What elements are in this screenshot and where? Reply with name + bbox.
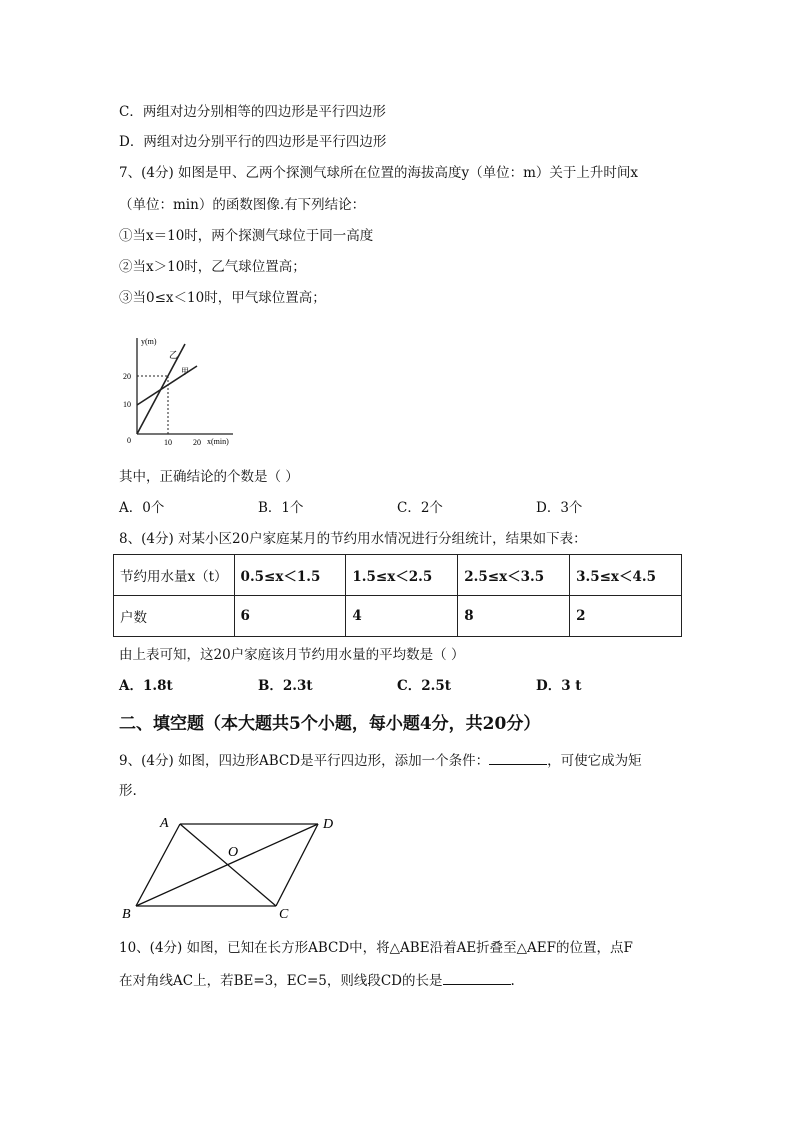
label-jia: 甲 bbox=[181, 367, 189, 376]
q6-option-d: D．两组对边分别平行的四边形是平行四边形 bbox=[119, 134, 387, 150]
table-cell: 0.5≤x＜1.5 bbox=[234, 555, 346, 596]
q7-conclusion-3: ③当0≤x＜10时，甲气球位置高； bbox=[119, 290, 326, 306]
q10-line2-part1: 在对角线AC上，若BE=3，EC=5，则线段CD的长是 bbox=[119, 973, 443, 989]
q8-stem: 8、(4分) 对某小区20户家庭某月的节约用水情况进行分组统计，结果如下表： bbox=[119, 531, 587, 547]
table-cell: 1.5≤x＜2.5 bbox=[346, 555, 458, 596]
q8-option-c: C．2.5t bbox=[397, 678, 451, 694]
vertex-c-label: C bbox=[279, 907, 289, 922]
q10-line2-part2: . bbox=[510, 973, 515, 989]
q7-option-d: D．3个 bbox=[536, 500, 583, 516]
q9-stem-line1 bbox=[119, 750, 642, 770]
table-cell: 8 bbox=[458, 596, 570, 637]
q7-option-c: C．2个 bbox=[397, 500, 443, 516]
center-o-label: O bbox=[228, 845, 239, 860]
q9-parallelogram-figure bbox=[118, 812, 343, 924]
q7-question: 其中，正确结论的个数是（ ） bbox=[119, 469, 299, 485]
label-yi: 乙 bbox=[169, 350, 179, 360]
table-cell: 6 bbox=[234, 596, 346, 637]
q7-conclusion-2: ②当x＞10时，乙气球位置高； bbox=[119, 259, 306, 275]
q10-answer-blank[interactable] bbox=[443, 970, 511, 985]
q7-option-a: A．0个 bbox=[119, 500, 165, 516]
side-ba bbox=[136, 824, 180, 906]
q8-option-a: A．1.8t bbox=[119, 678, 173, 694]
q8-option-d: D．3 t bbox=[536, 678, 582, 694]
x-tick-10: 10 bbox=[164, 438, 172, 447]
q8-option-b: B．2.3t bbox=[258, 678, 313, 694]
q10-line1: 10、(4分) 如图，已知在长方形ABCD中，将△ABE沿着AE折叠至△AEF的位置，点F bbox=[119, 940, 633, 956]
y-tick-10: 10 bbox=[123, 400, 131, 409]
table-cell: 3.5≤x＜4.5 bbox=[570, 555, 682, 596]
y-axis-label: y(m) bbox=[141, 337, 157, 346]
table-cell: 2.5≤x＜3.5 bbox=[458, 555, 570, 596]
q10-line2 bbox=[119, 970, 515, 990]
table-cell: 户数 bbox=[114, 596, 235, 637]
side-dc bbox=[276, 824, 318, 906]
origin-label: 0 bbox=[127, 436, 131, 445]
table-cell: 2 bbox=[570, 596, 682, 637]
q7-function-graph bbox=[115, 326, 245, 451]
q6-option-c: C．两组对边分别相等的四边形是平行四边形 bbox=[119, 104, 386, 120]
section-heading: 二、填空题（本大题共5个小题，每小题4分，共20分） bbox=[119, 714, 541, 734]
q7-conclusion-1: ①当x＝10时，两个探测气球位于同一高度 bbox=[119, 228, 374, 244]
q9-answer-blank[interactable] bbox=[489, 750, 547, 765]
y-tick-20: 20 bbox=[123, 372, 131, 381]
q8-question: 由上表可知，这20户家庭该月节约用水量的平均数是（ ） bbox=[119, 647, 465, 663]
table-row bbox=[114, 555, 682, 596]
table-cell: 节约用水量x（t） bbox=[114, 555, 235, 596]
vertex-b-label: B bbox=[122, 907, 131, 922]
diagonal-bd bbox=[136, 824, 318, 906]
table-cell: 4 bbox=[346, 596, 458, 637]
vertex-a-label: A bbox=[160, 816, 169, 831]
x-axis-label: x(min) bbox=[207, 437, 229, 446]
q9-stem-line2: 形. bbox=[119, 783, 137, 799]
x-tick-20: 20 bbox=[193, 438, 201, 447]
q9-stem-part1: 9、(4分) 如图，四边形ABCD是平行四边形，添加一个条件： bbox=[119, 753, 490, 769]
vertex-d-label: D bbox=[323, 817, 334, 832]
q7-stem-line1: 7、(4分) 如图是甲、乙两个探测气球所在位置的海拔高度y（单位：m）关于上升时间x bbox=[119, 165, 639, 181]
q7-stem-line2: （单位：min）的函数图像.有下列结论： bbox=[119, 197, 366, 213]
q7-option-b: B．1个 bbox=[258, 500, 304, 516]
q9-stem-part2: ，可使它成为矩 bbox=[547, 753, 642, 769]
q8-water-table bbox=[113, 554, 682, 637]
table-row bbox=[114, 596, 682, 637]
